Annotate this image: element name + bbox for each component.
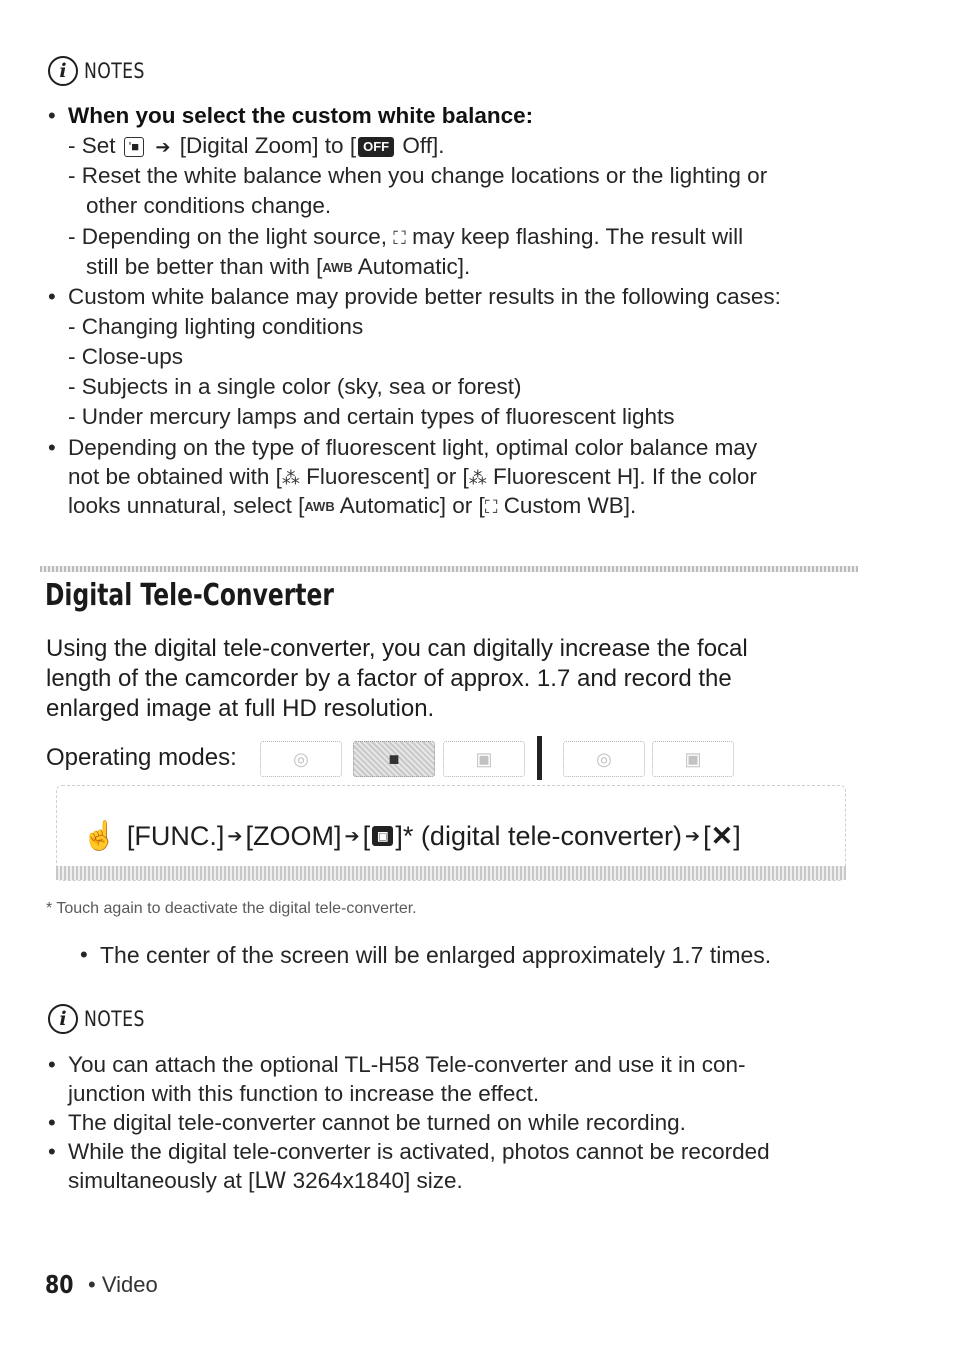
note-line: - Subjects in a single color (sky, sea or forest) <box>68 374 522 399</box>
note-line: - Close-ups <box>68 344 184 369</box>
note-line: - Under mercury lamps and certain types of fluorescent lights <box>68 404 675 429</box>
separator-dot: • <box>88 1272 102 1297</box>
note-line <box>68 1166 463 1197</box>
touch-hand-icon: ☝ <box>82 820 117 851</box>
text: not be obtained with [ <box>68 464 282 489</box>
page-number: 80 <box>45 1270 74 1299</box>
mode-auto-photo-icon: ◎ <box>563 741 645 777</box>
bullet-text: Depending on the type of fluorescent light, optimal color balance may <box>68 435 758 460</box>
procedure-line <box>82 818 741 854</box>
text: simultaneously at [ <box>68 1168 255 1193</box>
text: Automatic] or [ <box>339 493 485 518</box>
mode-manual-photo-icon: ▣ <box>652 741 734 777</box>
note-line: - Changing lighting conditions <box>68 314 364 339</box>
text: may keep flashing. The result will <box>412 224 744 249</box>
info-icon: i <box>48 1004 78 1034</box>
bullet-text: Custom white balance may provide better results in the following cases: <box>68 284 781 309</box>
text: - Set <box>68 133 116 158</box>
text: looks unnatural, select [ <box>68 493 305 518</box>
mode-separator <box>537 736 542 780</box>
mode-auto-movie-icon: ◎ <box>260 741 342 777</box>
bullet-dot: • <box>48 284 56 309</box>
note-line <box>68 131 444 162</box>
operating-modes-label: Operating modes: <box>46 744 237 771</box>
mode-cinema-movie-icon: ▣ <box>443 741 525 777</box>
movie-mode-icon: '■ <box>124 137 144 157</box>
intro-line: enlarged image at full HD resolution. <box>46 695 435 722</box>
note-line <box>68 462 757 493</box>
arrow-icon: ➔ <box>227 826 243 846</box>
lw-size-icon: LW <box>254 1169 287 1194</box>
note-line: junction with this function to increase the effect. <box>68 1081 540 1106</box>
bullet-title: When you select the custom white balance: <box>68 103 534 128</box>
section-name: Video <box>101 1272 158 1297</box>
notes-header <box>48 56 158 86</box>
bullet-dot: • <box>48 1139 56 1164</box>
bullet-dot: • <box>48 1110 56 1135</box>
text: Fluorescent] or [ <box>306 464 469 489</box>
procedure-box-shadow <box>56 866 846 880</box>
bullet-text: The center of the screen will be enlarged approximately 1.7 times. <box>100 942 772 968</box>
page-section <box>88 1272 158 1298</box>
close-icon: ✕ <box>710 821 734 851</box>
custom-wb-icon: ⛶ <box>484 497 498 518</box>
arrow-icon: ➔ <box>685 826 701 846</box>
bullet-dot: • <box>80 942 88 967</box>
awb-icon: AWB <box>322 260 353 276</box>
arrow-icon: ➔ <box>155 137 171 158</box>
text: Automatic]. <box>357 254 471 279</box>
zoom-step: [ZOOM] <box>245 821 342 851</box>
notes-header <box>48 1004 158 1034</box>
text: [ <box>362 821 371 851</box>
tele-step: ]* (digital tele-converter) <box>395 821 683 851</box>
note-line <box>86 252 470 283</box>
bullet-text: While the digital tele-converter is activated, photos cannot be recorded <box>68 1139 770 1164</box>
off-icon: OFF <box>358 137 394 157</box>
notes-label: NOTES <box>84 59 145 83</box>
note-line: other conditions change. <box>86 193 332 218</box>
note-line <box>68 222 743 253</box>
custom-wb-icon: ⛶ <box>393 228 406 249</box>
awb-icon: AWB <box>304 499 335 515</box>
text: [ <box>703 821 711 851</box>
text: 3264x1840] size. <box>292 1168 463 1193</box>
section-divider <box>40 566 858 572</box>
bullet-text: The digital tele-converter cannot be turned on while recording. <box>68 1110 686 1135</box>
text: - Depending on the light source, <box>68 224 387 249</box>
section-title: Digital Tele-Converter <box>45 578 334 613</box>
text: [Digital Zoom] to [ <box>179 133 357 158</box>
func-step: [FUNC.] <box>126 821 225 851</box>
text: Fluorescent H]. If the color <box>493 464 757 489</box>
footnote: * Touch again to deactivate the digital tele-converter. <box>46 900 417 917</box>
text: ] <box>733 821 741 851</box>
text: Off]. <box>402 133 445 158</box>
notes-label: NOTES <box>84 1007 145 1031</box>
text: still be better than with [ <box>86 254 323 279</box>
intro-line: length of the camcorder by a factor of approx. 1.7 and record the <box>46 665 732 692</box>
bullet-dot: • <box>48 435 56 460</box>
note-line <box>68 491 636 522</box>
intro-line: Using the digital tele-converter, you can digitally increase the focal <box>46 635 748 662</box>
bullet-text: You can attach the optional TL-H58 Tele-converter and use it in con- <box>68 1052 746 1077</box>
fluorescent-h-icon: ⁂ <box>468 468 487 489</box>
bullet-dot: • <box>48 103 56 128</box>
arrow-icon: ➔ <box>344 826 360 846</box>
note-line: - Reset the white balance when you change locations or the lighting or <box>68 163 768 188</box>
info-icon: i <box>48 56 78 86</box>
fluorescent-icon: ⁂ <box>281 468 300 489</box>
tele-converter-icon: ▣ <box>372 826 393 846</box>
bullet-dot: • <box>48 1052 56 1077</box>
mode-manual-movie-icon: ■ <box>353 741 435 777</box>
text: Custom WB]. <box>503 493 637 518</box>
